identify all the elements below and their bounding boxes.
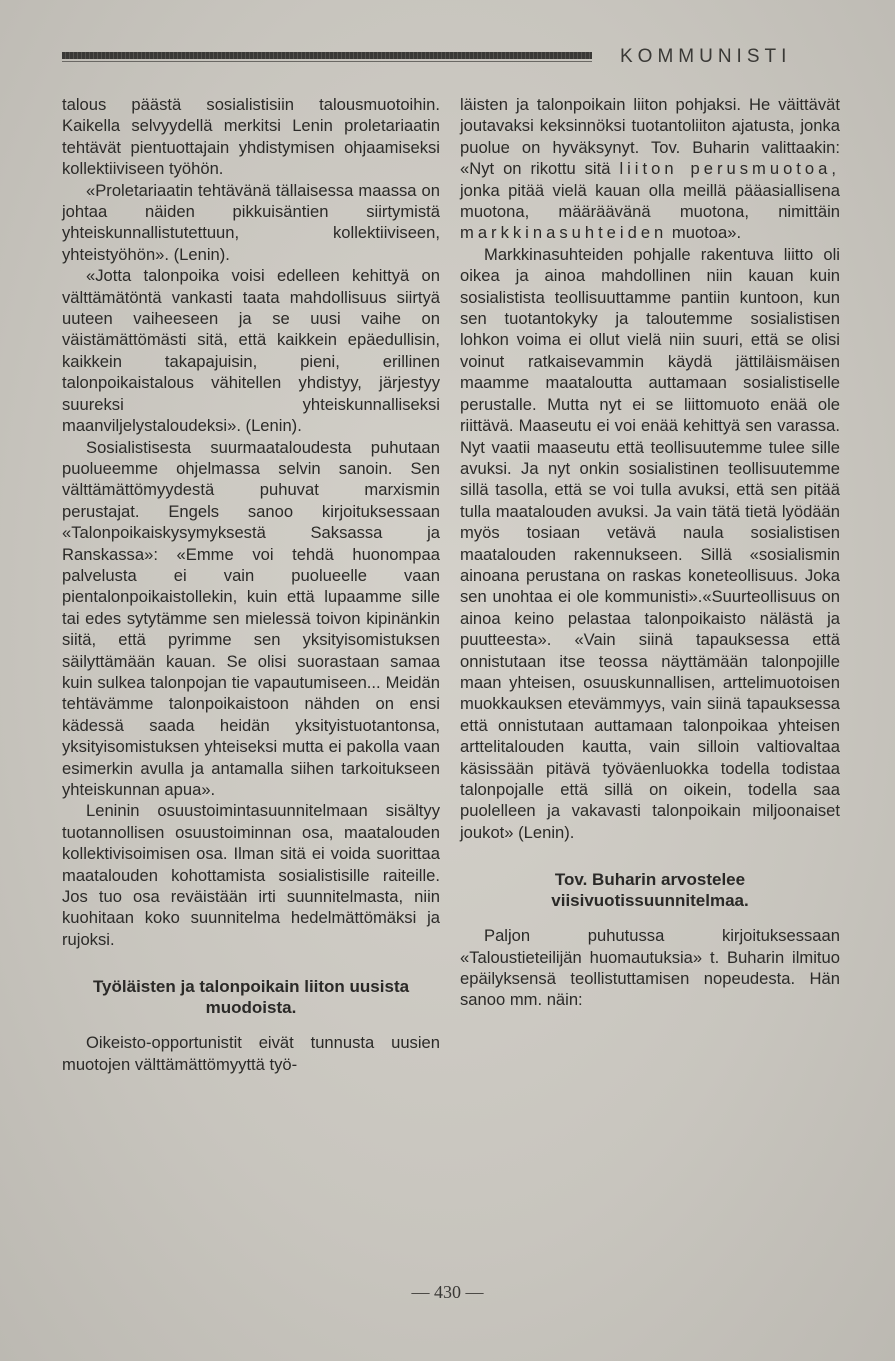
running-head: KOMMUNISTI (620, 46, 792, 67)
page-number: — 430 — (411, 1282, 484, 1302)
emphasis: markkinasuhteiden (460, 223, 668, 243)
section-heading: Tov. Buharin arvostelee viisivuotissuunnitelmaa. (551, 870, 749, 911)
text-run: läisten ja talonpoikain liiton pohjaksi. He väittävät joutavaksi keksinnöksi tuotantoliiton ajatusta, jonka puolue on hyväksynyt. Tov. Buharin valittaakin: «Nyt on rikottu sitä (460, 95, 840, 179)
left-column (62, 94, 440, 1075)
header-rule (62, 52, 592, 59)
paragraph (460, 94, 840, 244)
section-heading: Työläisten ja talonpoikain liiton uusista muodoista. (92, 977, 410, 1018)
paragraph: Sosialistisesta suurmaataloudesta puhutaan puolueemme ohjelmassa selvin sanoin. Sen välttämättömyydestä puhuvat marxismin perustajat. Engels sanoo kirjoituksessaan «Talonpoikaiskysymyksestä Saksassa ja Ranskassa»: «Emme voi tehdä huonompaa palvelusta ei vain puolueelle vaan pientalonpoikaistollekin, kuin että lupaamme sille tai edes sytytämme sen mielessä toivon kipinänkin siitä, että pyrimme sen yksityisomistuksen säilyttämään kauan. Se olisi suorastaan samaa kuin sulkea talonpojan tie vapautumiseen... Meidän tehtävämme talonpoikaistoon nähden on ensi kädessä saada heidän yksityistuotantonsa, yksityisomistuksen yhteiseksi mutta ei pakolla vaan esimerkin avulla ja antamalla siihen tarkoitukseen yhteiskunnan apua». (62, 437, 440, 799)
paragraph: talous päästä sosialistisiin talousmuotoihin. Kaikella selvyydellä merkitsi Lenin proletariaatin tehtävät pientuottajain yhdistymisen ohjaamiseksi kollektiiviseen työhön. (62, 95, 440, 179)
right-column (460, 94, 840, 1011)
paragraph: Leninin osuustoimintasuunnitelmaan sisältyy tuotannollisen osuustoiminnan osa, maatalouden kollektivisoimisen osa. Ilman sitä ei voida suorittaa maatalouden kohottamista sosialistisille raiteille. Jos tuo osa reväistään irti suunnitelmasta, niin kuohitaan koko suunnitelma hedelmättömäksi ja rujoksi. (62, 801, 440, 949)
paragraph: Oikeisto-opportunistit eivät tunnusta uusien muotojen välttämättömyyttä työ- (62, 1033, 440, 1074)
text-run: jonka pitää vielä kauan olla meillä pääasiallisena muotona, määräävänä muotona, nimittäin (460, 180, 840, 222)
paragraph: «Jotta talonpoika voisi edelleen kehittyä on välttämätöntä vankasti taata mahdollisuus siirtyä uuteen vaiheeseen ja se uusi vaihe on väistämättömästi sitä, että kaikkein epäedullisin, kaikkein takapajuisin, pieni, erillinen talonpoikaistalous vähitellen yhdistyy, järjestyy suureksi yhteiskunnalliseksi maanviljelystaloudeksi». (Lenin). (62, 266, 440, 436)
paragraph: Paljon puhutussa kirjoituksessaan «Taloustieteilijän huomautuksia» t. Buharin ilmituo epäilyksensä teollistuttamisen nopeudesta. Hän sanoo mm. näin: (460, 926, 840, 1010)
text-run: muotoa». (671, 223, 742, 243)
paragraph: Markkinasuhteiden pohjalle rakentuva liitto oli oikea ja ainoa mahdollinen niin kauan kuin sosialistista teollisuuttamme pantiin kuntoon, kun sen tuotantokyky ja taloutemme sosialistisen lohkon voima ei ollut vielä niin suuri, että se olisi voinut ratkaisevammin käydä jättiläismäisen maamme maataloutta auttamaan sosialistiselle perustalle. Mutta nyt ei se liittomuoto enää ole riittävä. Maaseutu ei voi enää kehittyä sen varassa. Nyt vaatii maaseutu että teollisuutemme tulee sille avuksi. Ja nyt onkin sosialistinen teollisuutemme sillä tasolla, että se voi tulla avuksi, että sen pitää tulla maatalouden avuksi. Ja vain tätä tietä lyödään myös tosiaan vetävä naula sosialistisen maatalouden rakennukseen. Sillä «sosialismin ainoana perustana on raskas koneteollisuus. Joka sen unohtaa ei ole kommunisti».«Suurteollisuus on ainoa keino pelastaa talonpoikaisto nälästä ja puutteesta». «Vain siinä tapauksessa että onnistutaan itse teossa näyttämään talonpojille maan yhteisen, osuuskunnallisen, arttelimuotoisen muokkauksen etevämmyys, vain siinä tapauksessa että onnistutaan auttamaan talonpoikaa yhteisen arttelitalouden kautta, vain silloin valtiovaltaa käsissään pitävä työväenluokka todella todistaa talonpojalle että sillä on oikein, todella saa puolelleen ja vakavasti talonpoikain miljoonaiset joukot» (Lenin). (460, 244, 840, 842)
paragraph: «Proletariaatin tehtävänä tällaisessa maassa on johtaa näiden pikkuisäntien siirtymistä yhteiskunnallistutettuun, kollektiiviseen, yhteistyöhön». (Lenin). (62, 180, 440, 264)
emphasis: liiton perusmuotoa, (619, 159, 840, 179)
